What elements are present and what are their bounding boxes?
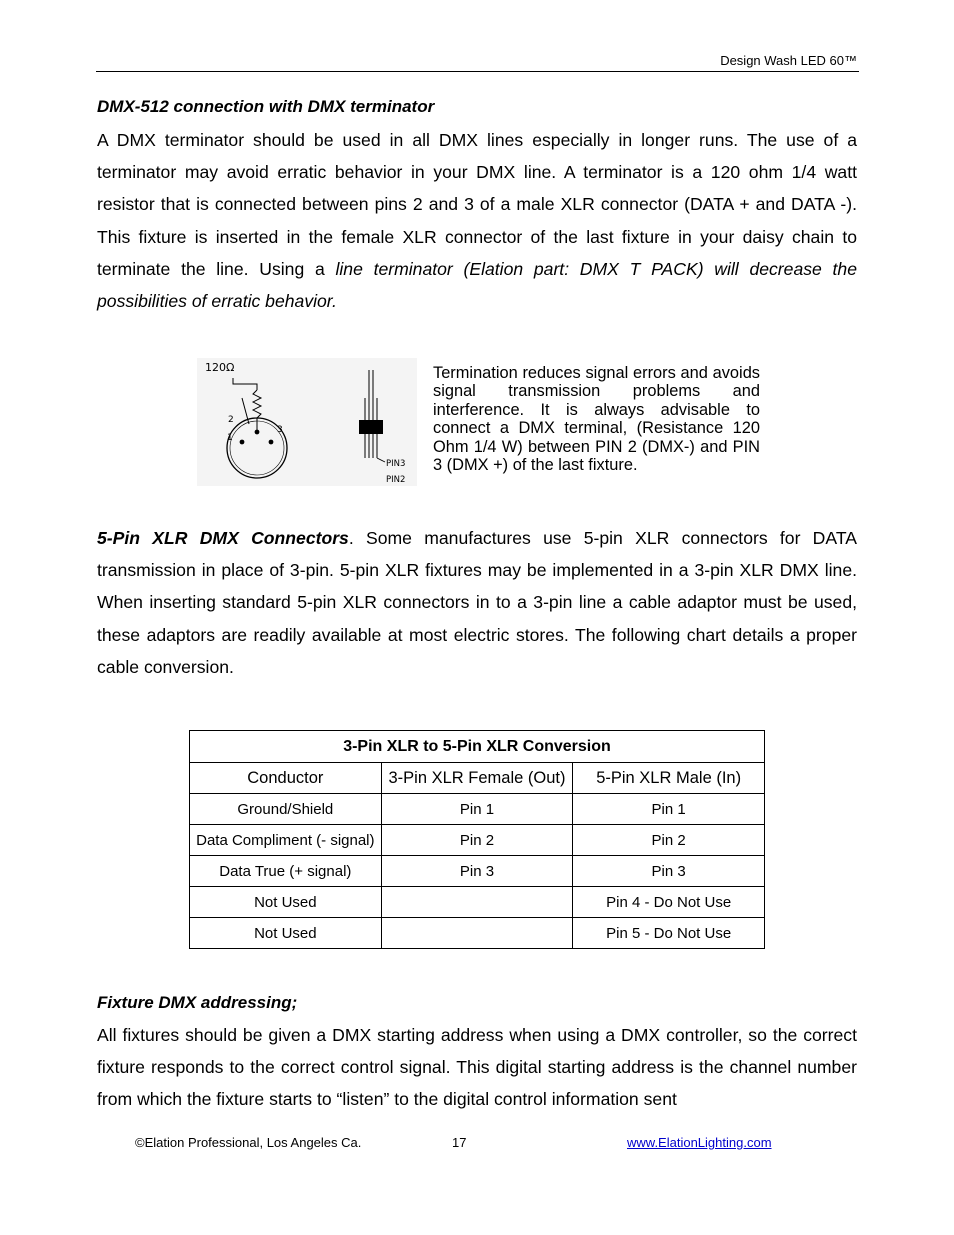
xlr-terminator-diagram: [197, 358, 417, 486]
table-cell: Data True (+ signal): [190, 856, 382, 887]
xlr-conversion-table: [189, 730, 765, 949]
table-cell: Pin 2: [381, 825, 573, 856]
column-header-3pin: 3-Pin XLR Female (Out): [381, 763, 573, 794]
footer-copyright: ©Elation Professional, Los Angeles Ca.: [135, 1135, 362, 1150]
pin3-label: PIN3: [386, 459, 406, 469]
table-caption: 3-Pin XLR to 5-Pin XLR Conversion: [190, 731, 765, 763]
column-header-5pin: 5-Pin XLR Male (In): [573, 763, 765, 794]
paragraph-text: A DMX terminator should be used in all DMX lines especially in longer runs. The use of a terminator may avoid erratic behavior in your DMX line. A terminator is a 120 ohm 1/4 watt resistor that is connected between pins 2 and 3 of a male XLR connector (DATA + and DATA -). This fixture is inserted in the female XLR connector of the last fixture in your daisy chain to terminate the line. Using a: [97, 130, 857, 279]
paragraph-italic-text: line terminator (Elation part: DMX T PACK) will decrease the possibilities of erratic behavior.: [97, 258, 858, 312]
paragraph-5pin-connectors: [97, 522, 857, 683]
table-row: [190, 887, 765, 918]
table-row: [190, 825, 765, 856]
table-cell: [381, 887, 573, 918]
table-cell: Not Used: [190, 918, 382, 949]
table-cell: Pin 3: [573, 856, 765, 887]
pin-label-3: 3: [277, 425, 283, 435]
table-cell: Pin 5 - Do Not Use: [573, 918, 765, 949]
column-header-conductor: Conductor: [190, 763, 382, 794]
termination-note: Termination reduces signal errors and avoids signal transmission problems and interference. It is always advisable to connect a DMX terminal, (Resistance 120 Ohm 1/4 W) between PIN 2 (DMX-) and PIN 3 (DMX +) of the last fixture.: [433, 364, 760, 475]
section-heading-dmx-terminator: DMX-512 connection with DMX terminator: [97, 97, 435, 116]
table-cell: Ground/Shield: [190, 794, 382, 825]
document-header-title: Design Wash LED 60™: [720, 53, 857, 68]
table-cell: Pin 4 - Do Not Use: [573, 887, 765, 918]
table-row: [190, 794, 765, 825]
header-divider: [96, 71, 859, 72]
paragraph-dmx-terminator: [97, 124, 857, 317]
plug-body: [359, 420, 383, 434]
table-cell: Pin 3: [381, 856, 573, 887]
paragraph-text: . Some manufactures use 5-pin XLR connectors for DATA transmission in place of 3-pin. 5-pin XLR fixtures may be implemented in a 3-pin XLR DMX line. When inserting standard 5-pin XLR connectors in to a 3-pin line a cable adaptor must be used, these adaptors are readily available at most electric stores. The following chart details a proper cable conversion.: [97, 528, 857, 677]
table-cell: Pin 2: [573, 825, 765, 856]
footer-page-number: 17: [452, 1135, 467, 1150]
paragraph-text: All fixtures should be given a DMX starting address when using a DMX controller, so the correct fixture responds to the correct control signal. This digital starting address is the channel number from which the fixture starts to “listen” to the digital control information sent: [97, 1025, 857, 1110]
pin2-label: PIN2: [386, 475, 406, 485]
table-cell: Pin 1: [573, 794, 765, 825]
pin-label-2: 2: [228, 415, 234, 425]
footer-website-link[interactable]: www.ElationLighting.com: [627, 1135, 772, 1150]
resistor-label: 120Ω: [205, 361, 235, 374]
pin-label-1: 1: [227, 433, 233, 443]
table-cell: Not Used: [190, 887, 382, 918]
paragraph-dmx-addressing: [97, 1019, 857, 1116]
table-cell: [381, 918, 573, 949]
section-heading-dmx-addressing: Fixture DMX addressing;: [97, 993, 298, 1012]
table-cell: Pin 1: [381, 794, 573, 825]
table-header-row: [190, 763, 765, 794]
section-heading-5pin: 5-Pin XLR DMX Connectors: [97, 528, 349, 548]
table-row: [190, 856, 765, 887]
table-cell: Data Compliment (- signal): [190, 825, 382, 856]
table-row: [190, 918, 765, 949]
